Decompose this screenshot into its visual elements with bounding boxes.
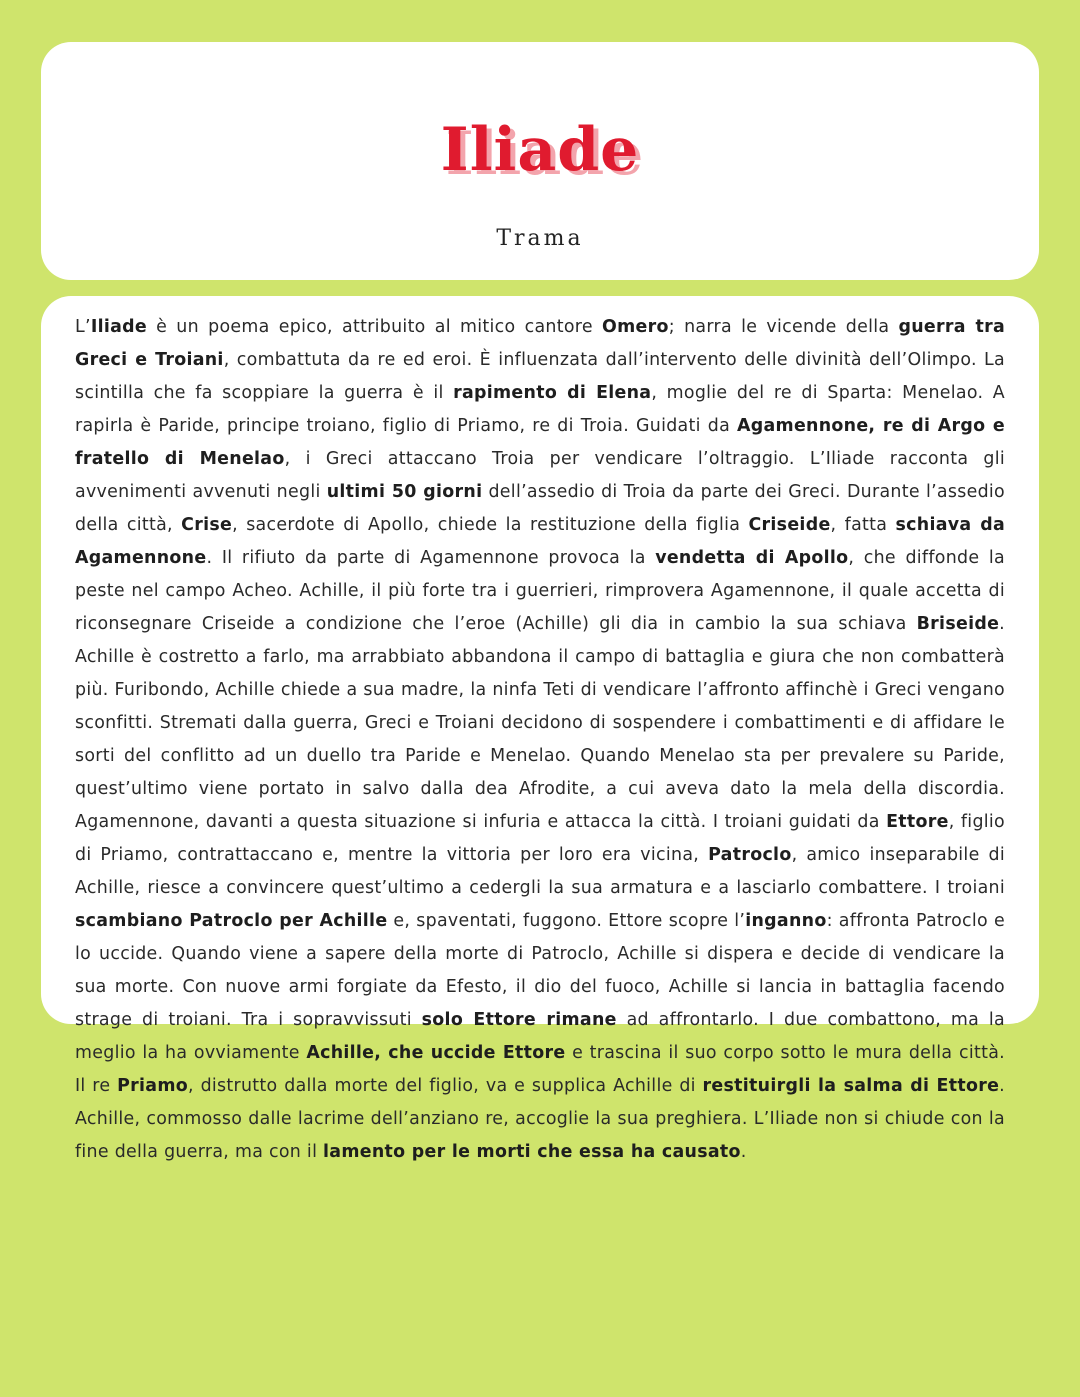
- page-title: Iliade: [440, 115, 640, 185]
- text-run: dell’assedio di Troia da parte dei Greci. Durante l’assedio della città,: [75, 482, 1005, 535]
- page-subtitle: Trama: [496, 226, 584, 251]
- highlighted-text: Briseide: [916, 614, 1000, 634]
- highlighted-text: scambiano Patroclo per Achille: [75, 911, 388, 931]
- plot-card: [41, 296, 1039, 1162]
- text-run: , i Greci attaccano Troia per vendicare l’oltraggio. L’Iliade racconta gli avvenimenti avvenuti negli: [75, 449, 1006, 502]
- highlighted-text: solo Ettore rimane: [421, 1010, 617, 1030]
- text-run: , distrutto dalla morte del figlio, va e supplica Achille di: [188, 1076, 703, 1096]
- text-run: . Achille, commosso dalle lacrime dell’anziano re, accoglie la sua preghiera. L’Iliade non si chiude con la fine della guerra, ma con il: [75, 1076, 1005, 1162]
- highlighted-text: Crise: [181, 515, 233, 535]
- highlighted-text: Patroclo: [708, 845, 792, 865]
- highlighted-text: inganno: [745, 911, 827, 931]
- highlighted-text: Omero: [602, 317, 669, 337]
- text-run: e trascina il suo corpo sotto le mura della città. Il re: [75, 1043, 1005, 1096]
- highlighted-text: Ettore: [886, 812, 949, 832]
- highlighted-text: Achille, che uccide Ettore: [306, 1043, 566, 1063]
- text-run: .: [740, 1142, 747, 1162]
- text-run: , amico inseparabile di Achille, riesce a convincere quest’ultimo a cedergli la sua armatura e a lasciarlo combattere. I troiani: [75, 845, 1006, 898]
- highlighted-text: restituirgli la salma di Ettore: [702, 1076, 1000, 1096]
- highlighted-text: Iliade: [90, 317, 147, 337]
- text-run: , combattuta da re ed eroi. È influenzata dall’intervento delle divinità dell’Olimpo. La scintilla che fa scoppiare la guerra è il: [75, 350, 1005, 403]
- text-run: ad affrontarlo. I due combattono, ma la meglio la ha ovviamente: [75, 1010, 1005, 1063]
- text-run: , che diffonde la peste nel campo Acheo. Achille, il più forte tra i guerrieri, rimprovera Agamennone, il quale accetta di riconsegnare Criseide a condizione che l’eroe (Achille) gli dia in cambio la sua schiava: [75, 548, 1005, 634]
- highlighted-text: ultimi 50 giorni: [326, 482, 483, 502]
- text-run: L’: [75, 317, 91, 337]
- text-run: e, spaventati, fuggono. Ettore scopre l’: [387, 911, 746, 931]
- highlighted-text: lamento per le morti che essa ha causato: [323, 1142, 741, 1162]
- text-run: , sacerdote di Apollo, chiede la restituzione della figlia: [232, 515, 749, 535]
- highlighted-text: rapimento di Elena: [453, 383, 652, 403]
- highlighted-text: Criseide: [748, 515, 831, 535]
- highlighted-text: Agamennone, re di Argo e fratello di Menelao: [75, 416, 1005, 469]
- highlighted-text: vendetta di Apollo: [655, 548, 849, 568]
- text-run: ; narra le vicende della: [668, 317, 899, 337]
- highlighted-text: guerra tra Greci e Troiani: [75, 317, 1005, 370]
- text-run: . Il rifiuto da parte di Agamennone provoca la: [206, 548, 656, 568]
- text-run: , figlio di Priamo, contrattaccano e, mentre la vittoria per loro era vicina,: [75, 812, 1005, 865]
- text-run: . Achille è costretto a farlo, ma arrabbiato abbandona il campo di battaglia e giura che non combatterà più. Furibondo, Achille chiede a sua madre, la ninfa Teti di vendicare l’affronto affinchè i Greci vengano sconfitti. Stremati dalla guerra, Greci e Troiani decidono di sospendere i combattimenti e di affidare le sorti del conflitto ad un duello tra Paride e Menelao. Quando Menelao sta per prevalere su Paride, quest’ultimo viene portato in salvo dalla dea Afrodite, a cui aveva dato la mela della discordia. Agamennone, davanti a questa situazione si infuria e attacca la città. I troiani guidati da: [75, 614, 1005, 832]
- plot-paragraph: [75, 311, 1005, 1169]
- text-run: , fatta: [830, 515, 896, 535]
- text-run: , moglie del re di Sparta: Menelao. A rapirla è Paride, principe troiano, figlio di Priamo, re di Troia. Guidati da: [75, 383, 1005, 436]
- highlighted-text: Priamo: [117, 1076, 189, 1096]
- text-run: : affronta Patroclo e lo uccide. Quando viene a sapere della morte di Patroclo, Achille si dispera e decide di vendicare la sua morte. Con nuove armi forgiate da Efesto, il dio del fuoco, Achille si lancia in battaglia facendo strage di troiani. Tra i sopravvissuti: [75, 911, 1005, 1030]
- text-run: è un poema epico, attribuito al mitico cantore: [147, 317, 603, 337]
- highlighted-text: schiava da Agamennone: [75, 515, 1006, 568]
